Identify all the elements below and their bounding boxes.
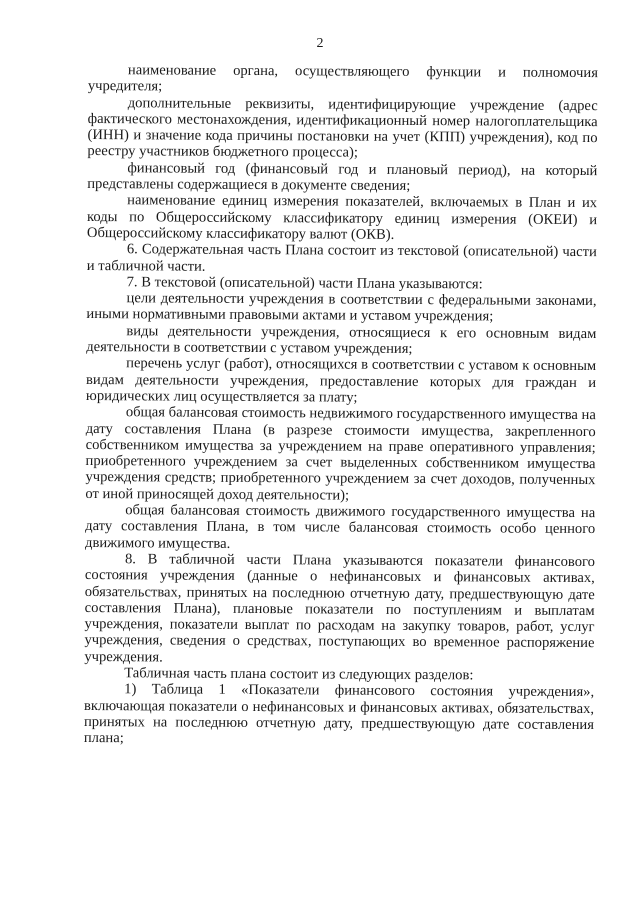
paragraph-section-6: 6. Содержательная часть Плана состоит из текстовой (описательной) части и табличной части. — [86, 241, 597, 275]
paragraph-movable-property-value: общая балансовая стоимость движимого государственного имущества на дату составления Плана, в том числе балансовая стоимость особо ценного движимого имущества. — [85, 502, 596, 552]
paragraph-table-sections: Табличная часть плана состоит из следующих разделов: — [124, 665, 474, 684]
document-body — [84, 62, 598, 750]
paragraph-activity-types: виды деятельности учреждения, относящиеся к его основным видам деятельности в соответствии с уставом учреждения; — [86, 322, 597, 358]
paragraph-section-7: 7. В текстовой (описательной) части Плана указываются: — [126, 274, 483, 293]
paragraph-services-list: перечень услуг (работ), относящихся в соответствии с уставом к основным видам деятельности учреждения, предоставление которых для граждан и юридических лиц осуществляется за плату; — [85, 355, 597, 406]
paragraph-measurement-units: наименование единиц измерения показателей, включаемых в План и их коды по Общероссийскому классификатору единиц измерения (ОКЕИ) и Общероссийскому классификатору валют (ОКВ). — [86, 192, 598, 243]
paragraph-section-8: 8. В табличной части Плана указываются показатели финансового состояния учреждения (данные о нефинансовых и финансовых активах, обязательствах, принятых на последнюю отчетную дату, предшествующую дате составления Плана), плановые показатели по поступлениям и выплатам учреждения, показатели выплат по расходам на закупку товаров, работ, услуг учреждения, сведения о средствах, поступающих во временное распоряжение учреждения. — [84, 551, 596, 666]
paragraph-real-estate-value: общая балансовая стоимость недвижимого государственного имущества на дату составления Плана (в разрезе стоимости имущества, закрепленного собственником имущества за учреждением на праве оперативного управления; приобретенного учреждением за счет выделенных собственником имущества учреждения средств; приобретенного учреждением за счет доходов, полученных от иной приносящей доход деятельности); — [85, 404, 596, 504]
paragraph-table-1: 1) Таблица 1 «Показатели финансового состояния учреждения», включающая показатели о нефинансовых и финансовых активах, обязательствах, принятых на последнюю отчетную дату, предшествующую дате составления плана; — [83, 681, 595, 747]
paragraph-financial-year: финансовый год (финансовый год и плановый период), на который представлены содержащиеся в документе сведения; — [87, 160, 598, 195]
paragraph-additional-details: дополнительные реквизиты, идентифицирующие учреждение (адрес фактического местонахождения, идентификационный номер налогоплательщика (ИНН) и значение кода причины постановки на учет (КПП) учреждения), код по реестру участников бюджетного процесса); — [87, 94, 598, 162]
paragraph-activity-goals: цели деятельности учреждения в соответствии с федеральными законами, иными нормативными правовыми актами и уставом учреждения; — [86, 290, 597, 325]
paragraph-founder-authority: наименование органа, осуществляющего функции и полномочия учредителя; — [87, 62, 598, 95]
page-number: 2 — [316, 36, 324, 51]
